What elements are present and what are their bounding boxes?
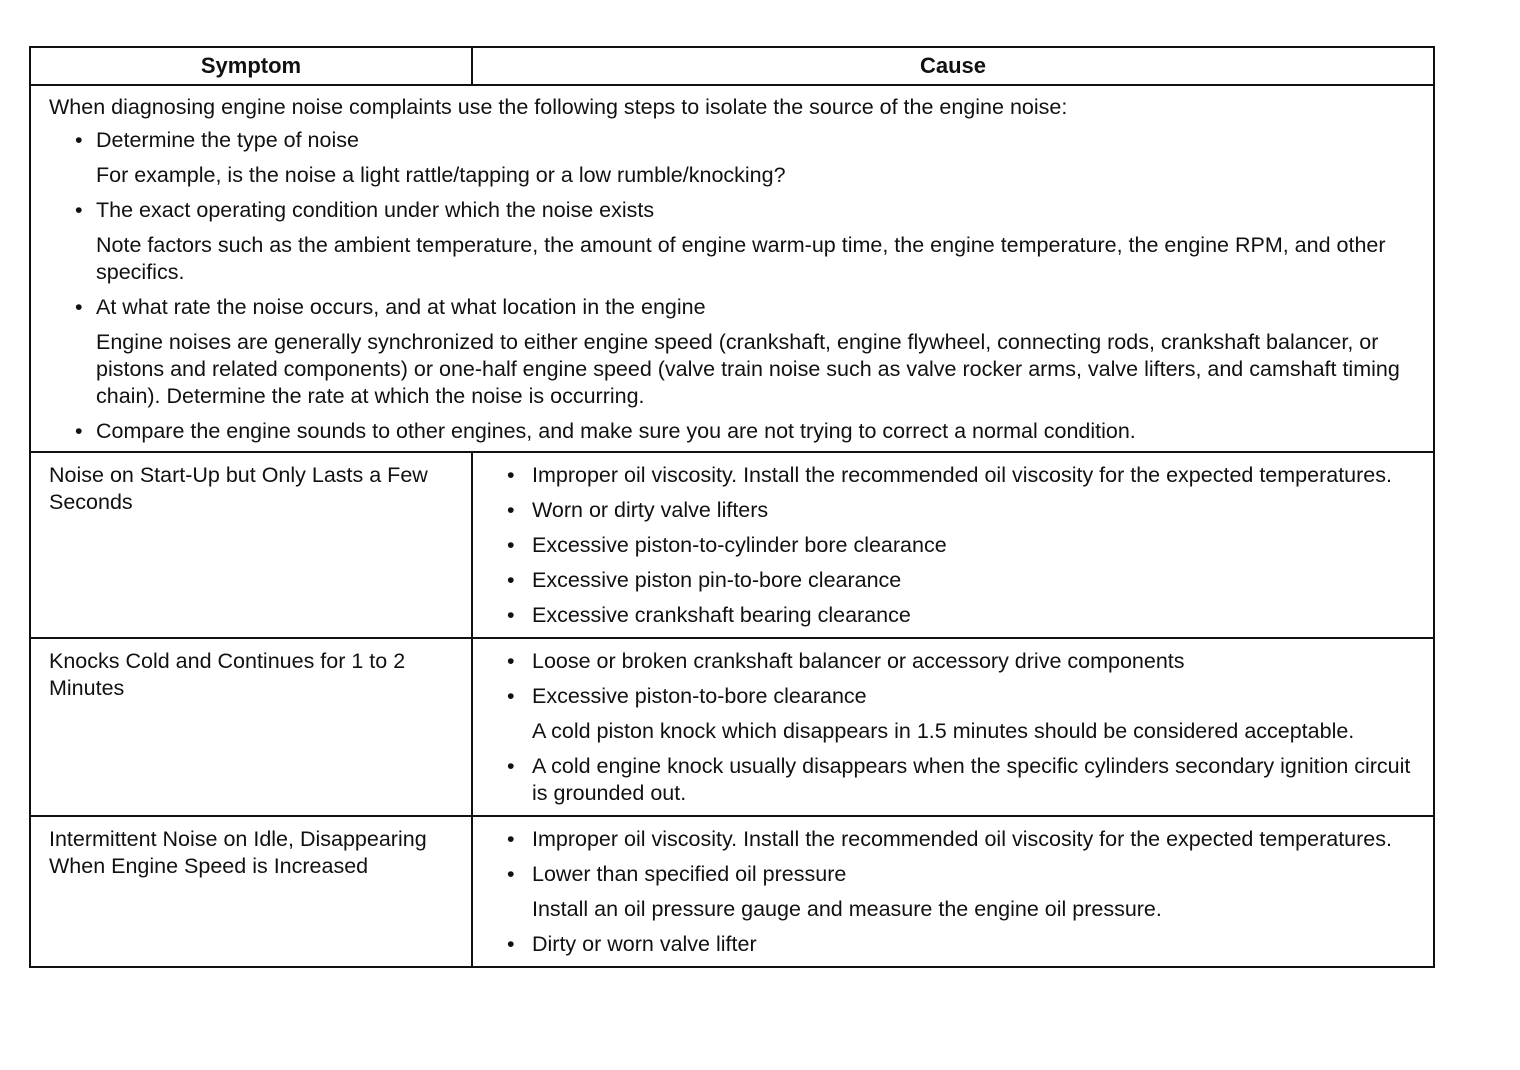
cause-item — [507, 648, 1415, 675]
cause-cell — [472, 452, 1434, 638]
bullet-icon: • — [75, 128, 83, 152]
cause-text: Dirty or worn valve lifter — [532, 932, 757, 956]
bullet-icon: • — [507, 649, 515, 673]
bullet-icon: • — [75, 295, 83, 319]
cause-text: Loose or broken crankshaft balancer or accessory drive components — [532, 649, 1185, 673]
cause-text: Improper oil viscosity. Install the recommended oil viscosity for the expected temperatures. — [532, 463, 1392, 487]
cause-text: Improper oil viscosity. Install the recommended oil viscosity for the expected temperatures. — [532, 827, 1392, 851]
step-detail: For example, is the noise a light rattle/tapping or a low rumble/knocking? — [96, 163, 786, 187]
cause-header: Cause — [472, 47, 1434, 85]
bullet-icon: • — [507, 932, 515, 956]
cause-list — [507, 462, 1415, 629]
symptom-cell: Noise on Start-Up but Only Lasts a Few Seconds — [30, 452, 472, 638]
diagnosis-table — [29, 46, 1435, 968]
cause-cell — [472, 638, 1434, 816]
cause-list — [507, 648, 1415, 807]
symptom-header: Symptom — [30, 47, 472, 85]
intro-text: When diagnosing engine noise complaints use the following steps to isolate the source of the engine noise: — [49, 95, 1068, 119]
intro-step — [49, 294, 1415, 410]
cause-detail: A cold piston knock which disappears in 1.5 minutes should be considered acceptable. — [532, 719, 1355, 743]
bullet-icon: • — [507, 568, 515, 592]
intro-cell — [30, 85, 1434, 452]
bullet-icon: • — [507, 827, 515, 851]
cause-item — [507, 567, 1415, 594]
bullet-icon: • — [507, 603, 515, 627]
cause-item — [507, 497, 1415, 524]
cause-detail: Install an oil pressure gauge and measure the engine oil pressure. — [532, 897, 1162, 921]
intro-step — [49, 418, 1415, 445]
bullet-icon: • — [507, 684, 515, 708]
step-detail: Engine noises are generally synchronized to either engine speed (crankshaft, engine flywheel, connecting rods, crankshaft balancer, or pistons and related components) or one-half engine speed (valve train noise such as valve rocker arms, valve lifters, and camshaft timing chain). Determine the rate at which the noise is occurring. — [96, 330, 1400, 408]
cause-item — [507, 861, 1415, 923]
cause-text: Excessive piston pin-to-bore clearance — [532, 568, 902, 592]
table-row — [30, 816, 1434, 967]
bullet-icon: • — [507, 862, 515, 886]
intro-step — [49, 197, 1415, 286]
bullet-icon: • — [507, 463, 515, 487]
step-title: Compare the engine sounds to other engines, and make sure you are not trying to correct a normal condition. — [96, 419, 1136, 443]
intro-step — [49, 127, 1415, 189]
header-row — [30, 47, 1434, 85]
step-title: At what rate the noise occurs, and at what location in the engine — [96, 295, 706, 319]
step-title: Determine the type of noise — [96, 128, 359, 152]
cause-item — [507, 532, 1415, 559]
cause-item — [507, 931, 1415, 958]
bullet-icon: • — [507, 533, 515, 557]
cause-list — [507, 826, 1415, 958]
bullet-icon: • — [75, 198, 83, 222]
cause-text: A cold engine knock usually disappears when the specific cylinders secondary ignition circuit is grounded out. — [532, 754, 1411, 805]
cause-item — [507, 602, 1415, 629]
cause-text: Lower than specified oil pressure — [532, 862, 847, 886]
cause-cell — [472, 816, 1434, 967]
cause-text: Excessive piston-to-cylinder bore clearance — [532, 533, 947, 557]
step-title: The exact operating condition under which the noise exists — [96, 198, 655, 222]
intro-row — [30, 85, 1434, 452]
intro-steps — [49, 127, 1415, 445]
table-row — [30, 638, 1434, 816]
cause-text: Excessive piston-to-bore clearance — [532, 684, 867, 708]
cause-text: Worn or dirty valve lifters — [532, 498, 769, 522]
symptom-cell: Intermittent Noise on Idle, Disappearing When Engine Speed is Increased — [30, 816, 472, 967]
cause-item — [507, 826, 1415, 853]
symptom-cell: Knocks Cold and Continues for 1 to 2 Minutes — [30, 638, 472, 816]
step-detail: Note factors such as the ambient temperature, the amount of engine warm-up time, the engine temperature, the engine RPM, and other specifics. — [96, 233, 1386, 284]
bullet-icon: • — [75, 419, 83, 443]
cause-item — [507, 683, 1415, 745]
cause-item — [507, 753, 1415, 807]
bullet-icon: • — [507, 754, 515, 778]
bullet-icon: • — [507, 498, 515, 522]
cause-item — [507, 462, 1415, 489]
cause-text: Excessive crankshaft bearing clearance — [532, 603, 911, 627]
table-row — [30, 452, 1434, 638]
